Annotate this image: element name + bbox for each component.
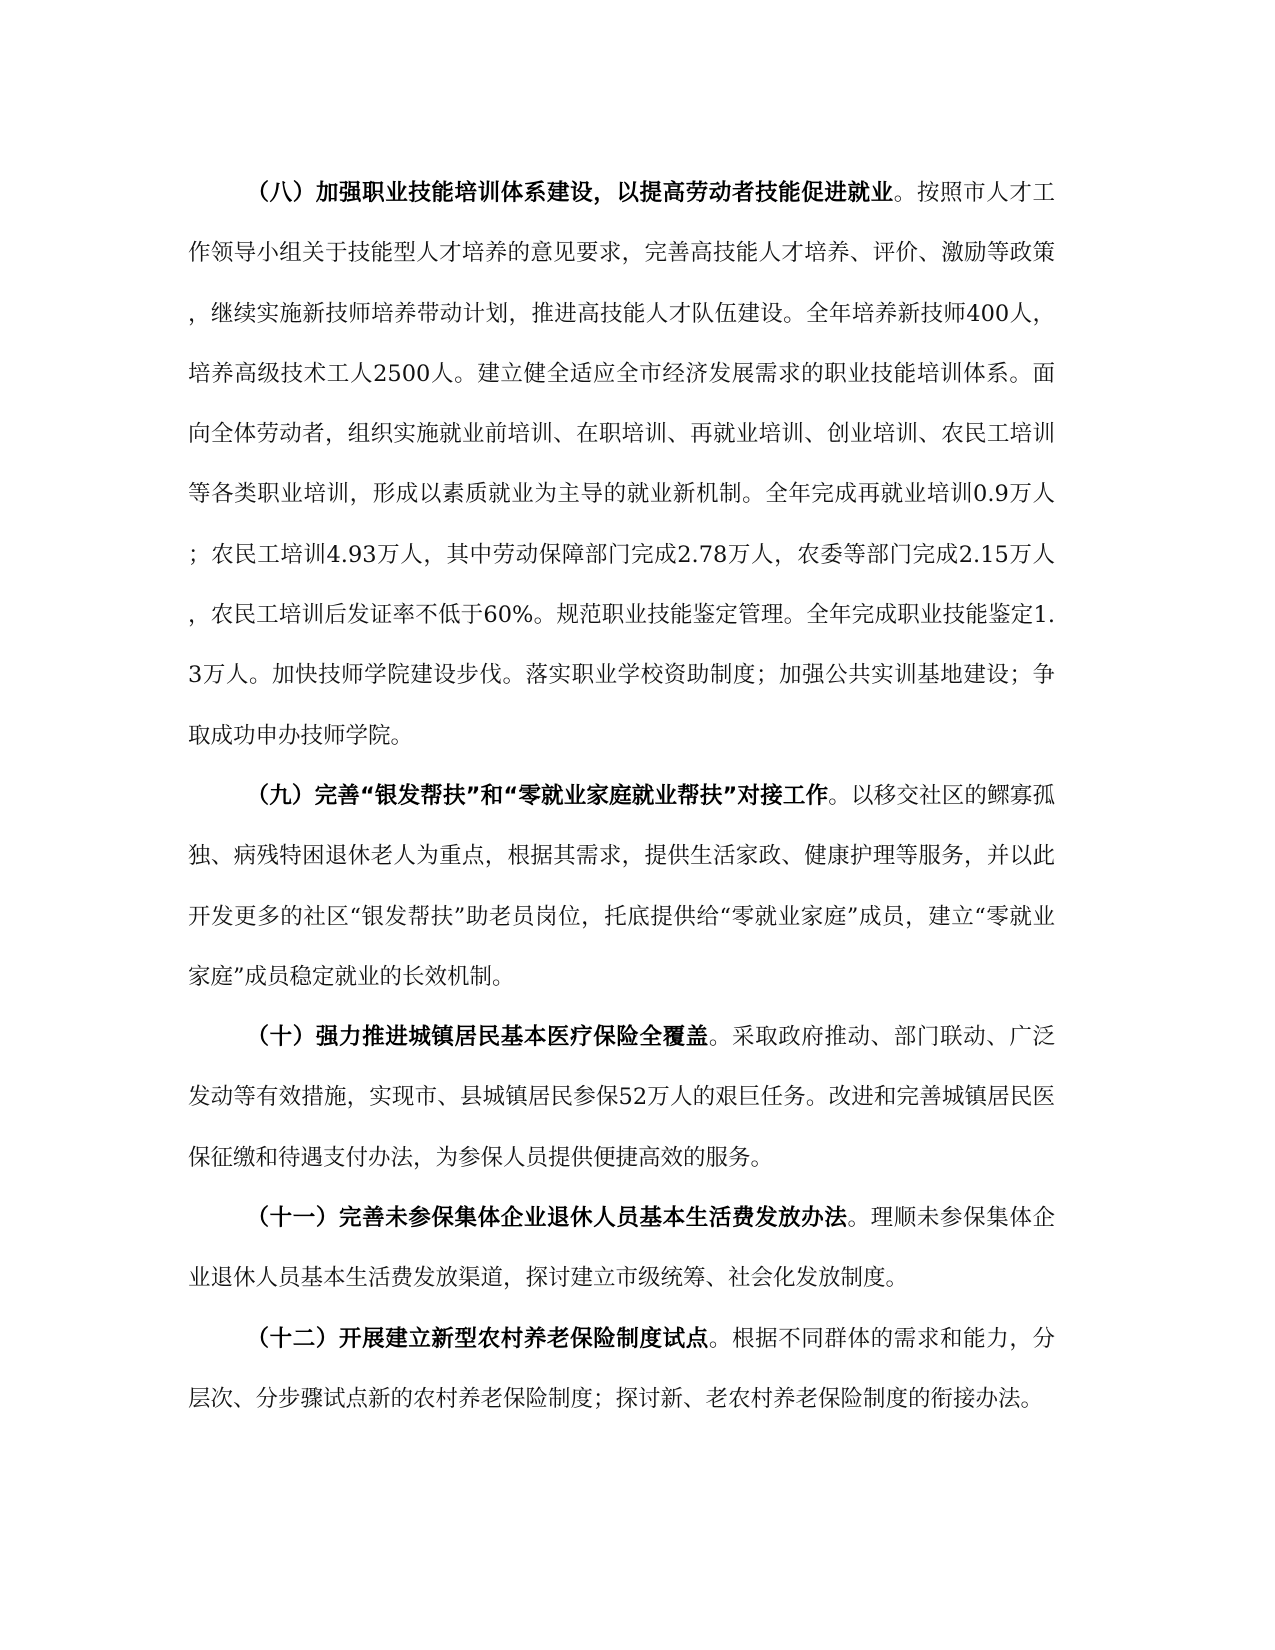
paragraph-medical-insurance [188,1007,1055,1188]
paragraph-heading: （十）强力推进城镇居民基本医疗保险全覆盖 [246,1024,709,1051]
paragraph-silver-assistance [188,766,1055,1007]
paragraph-heading: （八）加强职业技能培训体系建设，以提高劳动者技能促进就业 [246,180,894,206]
paragraph-rural-pension [188,1309,1055,1430]
paragraph-heading: （十一）完善未参保集体企业退休人员基本生活费发放办法 [246,1205,848,1232]
paragraph-heading: （九）完善“银发帮扶”和“零就业家庭就业帮扶”对接工作 [246,782,829,809]
paragraph-body: 。采取政府推动、部门联动、广泛发动等有效措施，实现市、县城镇居民参保52万人的艰巨任务。改进和完善城镇居民医保征缴和待遇支付办法，为参保人员提供便捷高效的服务。 [188,1024,1055,1171]
paragraph-retiree-living-expenses [188,1188,1055,1309]
paragraph-vocational-training [188,163,1055,766]
paragraph-body: 。以移交社区的鳏寡孤独、病残特困退休老人为重点，根据其需求，提供生活家政、健康护理等服务，并以此开发更多的社区“银发帮扶”助老员岗位，托底提供给“零就业家庭”成员，建立“零就业家庭”成员稳定就业的长效机制。 [188,782,1055,990]
paragraph-body: 。理顺未参保集体企业退休人员基本生活费发放渠道，探讨建立市级统筹、社会化发放制度。 [188,1205,1055,1292]
paragraph-heading: （十二）开展建立新型农村养老保险制度试点 [246,1325,709,1352]
paragraph-body: 。按照市人才工作领导小组关于技能型人才培养的意见要求，完善高技能人才培养、评价、激励等政策，继续实施新技师培养带动计划，推进高技能人才队伍建设。全年培养新技师400人，培养高级技术工人2500人。建立健全适应全市经济发展需求的职业技能培训体系。面向全体劳动者，组织实施就业前培训、在职培训、再就业培训、创业培训、农民工培训等各类职业培训，形成以素质就业为主导的就业新机制。全年完成再就业培训0.9万人；农民工培训4.93万人，其中劳动保障部门完成2.78万人，农委等部门完成2.15万人，农民工培训后发证率不低于60%。规范职业技能鉴定管理。全年完成职业技能鉴定1.3万人。加快技师学院建设步伐。落实职业学校资助制度；加强公共实训基地建设；争取成功申办技师学院。 [188,180,1055,749]
paragraph-body: 。根据不同群体的需求和能力，分层次、分步骤试点新的农村养老保险制度；探讨新、老农村养老保险制度的衔接办法。 [188,1325,1055,1412]
